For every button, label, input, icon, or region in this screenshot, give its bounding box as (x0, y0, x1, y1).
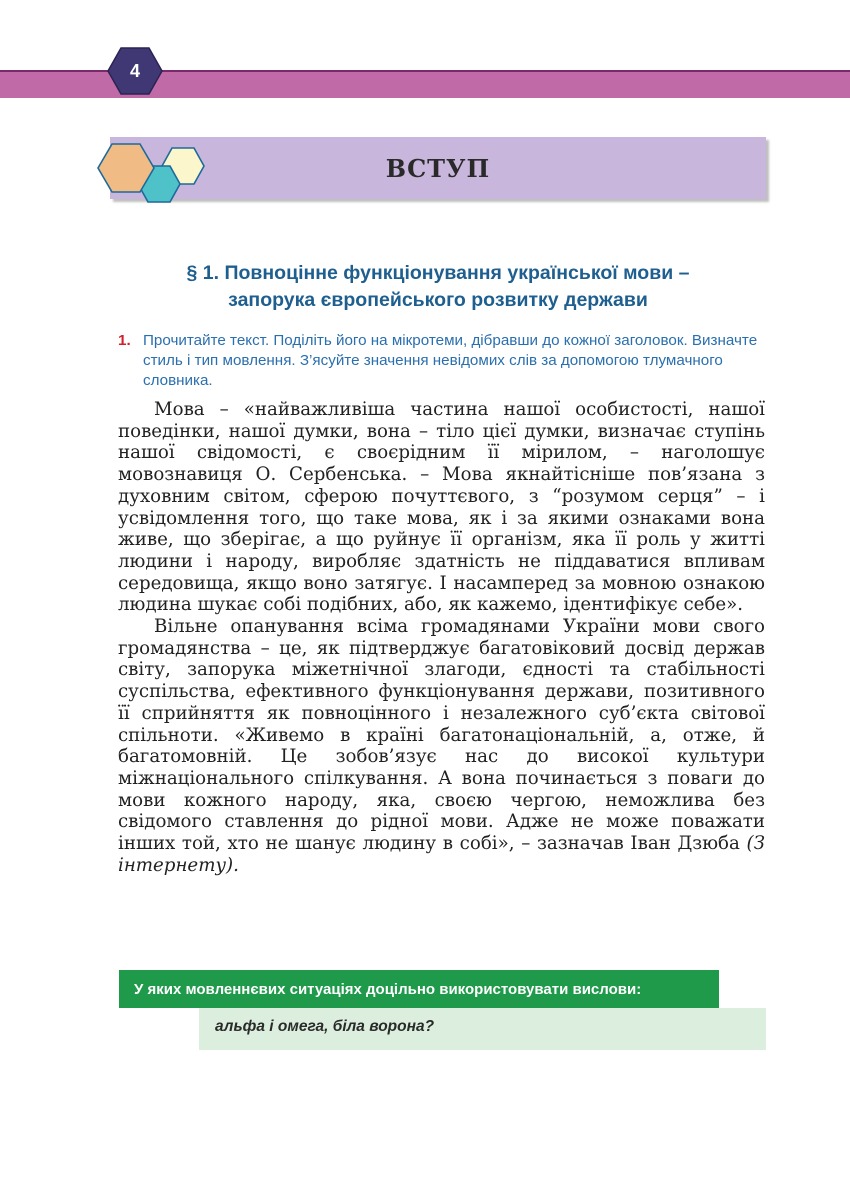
section-title (110, 260, 766, 314)
source-note: (З інтернету). (118, 833, 765, 876)
task-number: 1. (118, 332, 131, 349)
answer-text: альфа і омега, біла ворона? (215, 1018, 435, 1035)
paragraph: Мова – «найважливіша частина нашої особистості, нашої поведінки, нашої думки, вона – тіло цієї думки, визначає ступінь нашої свідомості, є своєрідним її мірилом, – наголошує мовознавиця О. Сербенська. – Мова якнайтісніше пов’язана з духовним світом, сферою почуттєвого, з “розумом серця” – і усвідомлення того, що таке мова, як і за якими ознаками вона живе, що зберігає, а що руйнує її організм, яка її роль у житті людини і народу, виробляє здатність не піддаватися впливам середовища, якщо воно затягує. І насамперед за мовною ознакою людина шукає собі подібних, або, як кажемо, ідентифікує себе». (118, 399, 765, 616)
task-text: Прочитайте текст. Поділіть його на мікротеми, дібравши до кожної заголовок. Визначте стиль і тип мовлення. З’ясуйте значення невідомих слів за допомогою тлумачного словника. (143, 332, 758, 389)
task-instruction (118, 331, 768, 391)
question-text: У яких мовленнєвих ситуаціях доцільно використовувати вислови: (134, 980, 642, 998)
paragraph (118, 616, 765, 876)
reading-text (118, 399, 765, 876)
section-title-line1: § 1. Повноцінне функціонування української мови – (186, 262, 690, 284)
page-number: 4 (129, 60, 140, 81)
chapter-title: ВСТУП (385, 153, 491, 183)
paragraph-text: Вільне опанування всіма громадянами України мови свого громадянства – це, як підтверджує багатовіковий досвід держав світу, запорука міжетнічної злагоди, єдності та стабільності суспільства, ефективного функціонування держави, позитивного її сприйняття як повноцінного і незалежного суб’єкта світової спільноти. «Живемо в країні багатонаціональній, а, отже, й багатомовній. Це зобов’язує нас до високої культури міжнаціонального спілкування. А вона починається з поваги до мови кожного народу, яка, своєю чергою, неможлива без свідомого ставлення до рідної мови. Адже не може поважати інших той, хто не шанує людину в собі», – зазначав Іван Дзюба (118, 616, 765, 855)
section-title-line2: запорука європейського розвитку держави (228, 289, 648, 311)
